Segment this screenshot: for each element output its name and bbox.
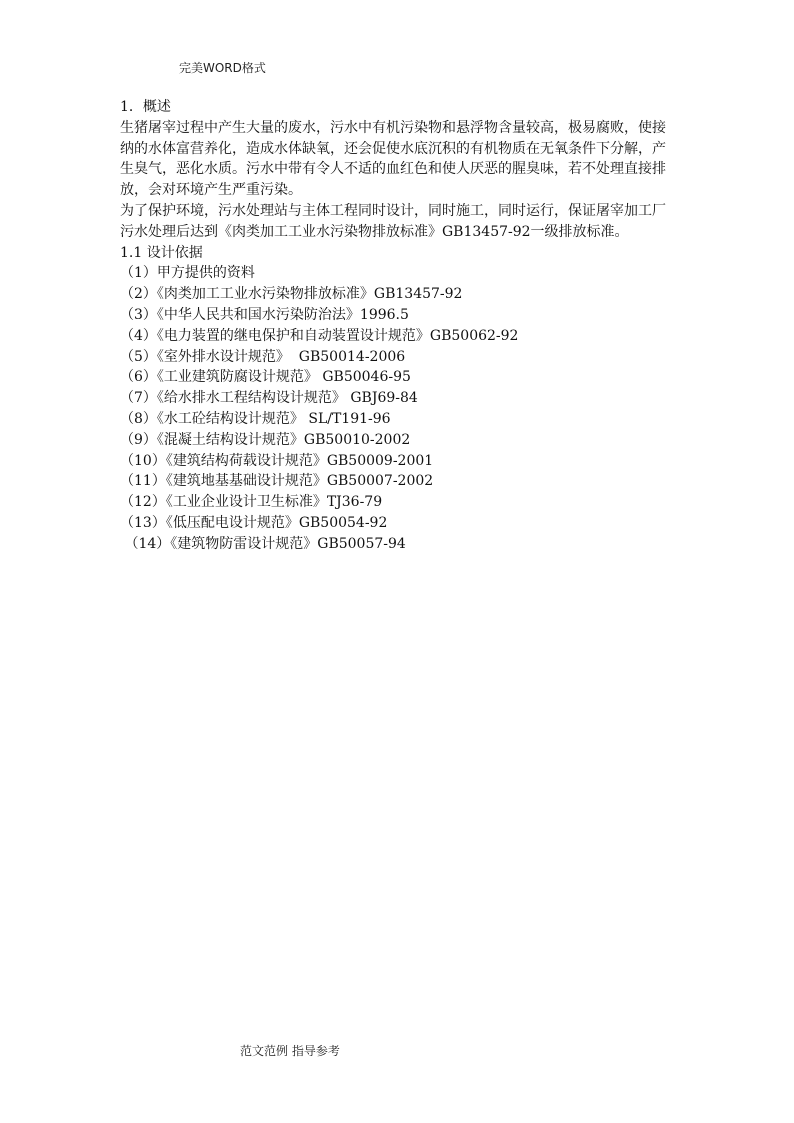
list-item: （14）《建筑物防雷设计规范》GB50057-94: [120, 535, 406, 552]
document-body: [120, 97, 676, 555]
list-item: （12）《工业企业设计卫生标准》TJ36-79: [120, 494, 383, 511]
design-basis-list: [120, 263, 676, 554]
page-footer: 范文范例 指导参考: [240, 1044, 340, 1058]
list-item: （11）《建筑地基基础设计规范》GB50007-2002: [120, 473, 434, 490]
list-item: （13）《低压配电设计规范》GB50054-92: [120, 514, 388, 531]
list-item: （6）《工业建筑防腐设计规范》 GB50046-95: [120, 369, 411, 386]
list-item: （7）《给水排水工程结构设计规范》 GBJ69-84: [120, 390, 418, 407]
list-item: （4）《电力装置的继电保护和自动装置设计规范》GB50062-92: [120, 327, 519, 344]
overview-paragraph-1: 生猪屠宰过程中产生大量的废水，污水中有机污染物和悬浮物含量较高，极易腐败，使接纳的水体富营养化，造成水体缺氧，还会促使水底沉积的有机物质在无氧条件下分解，产生臭气，恶化水质。污水中带有令人不适的血红色和使人厌恶的腥臭味，若不处理直接排放，会对环境产生严重污染。: [120, 119, 666, 199]
section-title-overview: 1．概述: [120, 99, 171, 115]
page-header: 完美WORD格式: [179, 61, 266, 75]
list-item: （5）《室外排水设计规范》 GB50014-2006: [120, 348, 406, 365]
overview-paragraph-2: 为了保护环境，污水处理站与主体工程同时设计，同时施工，同时运行，保证屠宰加工厂污水处理后达到《肉类加工工业水污染物排放标准》GB13457-92一级排放标准。: [120, 202, 666, 240]
list-item: （1）甲方提供的资料: [120, 265, 255, 282]
list-item: （10）《建筑结构荷载设计规范》GB50009-2001: [120, 452, 434, 469]
list-item: （2）《肉类加工工业水污染物排放标准》GB13457-92: [120, 286, 463, 303]
list-item: （9）《混凝土结构设计规范》GB50010-2002: [120, 431, 411, 448]
list-item: （8）《水工砼结构设计规范》 SL/T191-96: [120, 410, 391, 427]
section-title-design-basis: 1.1 设计依据: [120, 244, 203, 261]
list-item: （3）《中华人民共和国水污染防治法》1996.5: [120, 306, 409, 323]
